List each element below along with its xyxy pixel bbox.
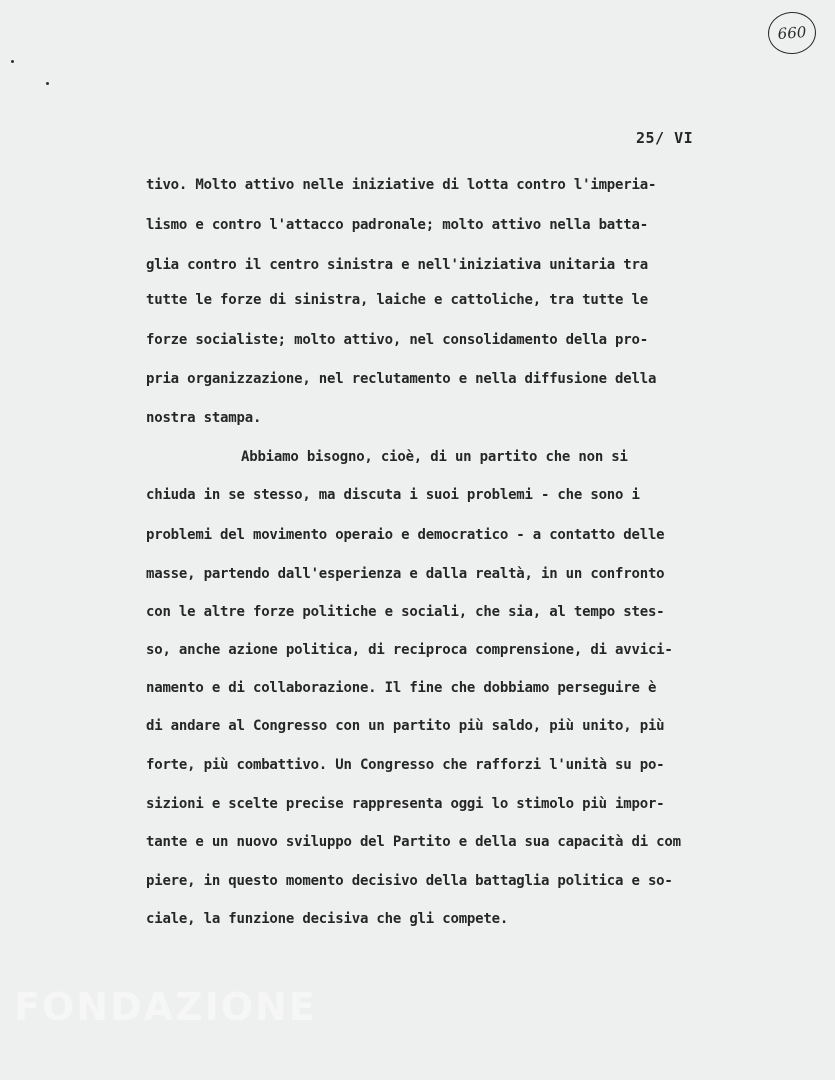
text-line: masse, partendo dall'esperienza e dalla realtà, in un confronto	[146, 566, 665, 582]
text-line: forze socialiste; molto attivo, nel consolidamento della pro-	[146, 332, 648, 348]
text-line: pria organizzazione, nel reclutamento e nella diffusione della	[146, 371, 657, 387]
paper-speck	[46, 82, 49, 85]
text-line: ciale, la funzione decisiva che gli compete.	[146, 911, 509, 927]
text-line: Abbiamo bisogno, cioè, di un partito che non si	[241, 449, 628, 465]
archive-stamp-number: 660	[777, 23, 807, 43]
text-line: tante e un nuovo sviluppo del Partito e della sua capacità di com	[146, 834, 681, 850]
text-line: forte, più combattivo. Un Congresso che rafforzi l'unità su po-	[146, 757, 665, 773]
text-line: problemi del movimento operaio e democratico - a contatto delle	[146, 527, 665, 543]
text-line: nostra stampa.	[146, 410, 262, 426]
page-number: 25/ VI	[636, 129, 694, 147]
text-line: di andare al Congresso con un partito più saldo, più unito, più	[146, 718, 665, 734]
text-line: con le altre forze politiche e sociali, che sia, al tempo stes-	[146, 604, 665, 620]
text-line: so, anche azione politica, di reciproca comprensione, di avvici-	[146, 642, 673, 658]
text-line: piere, in questo momento decisivo della battaglia politica e so-	[146, 873, 673, 889]
text-line: lismo e contro l'attacco padronale; molto attivo nella batta-	[146, 217, 648, 233]
text-line: chiuda in se stesso, ma discuta i suoi problemi - che sono i	[146, 487, 640, 503]
text-line: sizioni e scelte precise rappresenta oggi lo stimolo più impor-	[146, 796, 665, 812]
text-line: glia contro il centro sinistra e nell'iniziativa unitaria tra	[146, 257, 648, 273]
archive-stamp	[767, 10, 818, 55]
archive-watermark: FONDAZIONE	[14, 985, 317, 1029]
text-line: tutte le forze di sinistra, laiche e cattoliche, tra tutte le	[146, 292, 648, 308]
text-line: namento e di collaborazione. Il fine che dobbiamo perseguire è	[146, 680, 657, 696]
text-line: tivo. Molto attivo nelle iniziative di lotta contro l'imperia-	[146, 177, 657, 193]
paper-speck	[11, 60, 14, 63]
